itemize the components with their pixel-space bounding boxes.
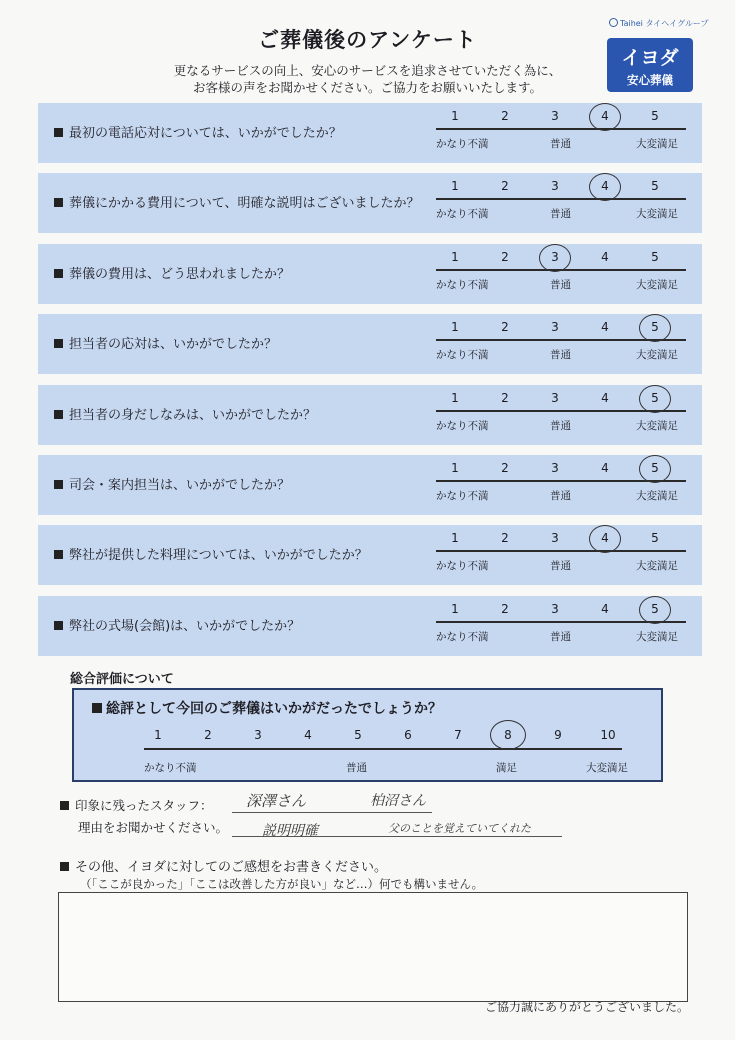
handwritten-reason-1: 説明明確	[262, 823, 318, 839]
overall-option-2[interactable]: 2	[204, 728, 212, 742]
question-text	[54, 333, 277, 352]
overall-option-7[interactable]: 7	[454, 728, 462, 742]
scale-label-mid: 普通	[550, 278, 571, 291]
rating-option-3[interactable]: 3	[551, 109, 559, 123]
scale-label-low: かなり不満	[436, 349, 489, 362]
rating-option-1[interactable]: 1	[451, 601, 459, 616]
comment-box[interactable]	[58, 892, 688, 1002]
other-heading-text: その他、イヨダに対してのご感想をお書きください。	[75, 860, 388, 875]
scale-label-high: 大変満足	[636, 278, 678, 291]
scale-label-low: かなり不満	[436, 630, 489, 643]
rating-option-3[interactable]: 3	[551, 461, 559, 475]
overall-rating-box	[72, 688, 663, 782]
question-row	[38, 596, 702, 656]
rating-option-4[interactable]: 4	[601, 461, 609, 475]
question-row	[38, 103, 702, 163]
bullet-square-icon	[92, 703, 102, 713]
brand-name: イヨダ	[621, 47, 679, 69]
rating-option-4[interactable]: 4	[601, 531, 609, 546]
rating-option-3[interactable]: 3	[551, 249, 559, 264]
rating-option-3[interactable]: 3	[551, 179, 559, 194]
rating-option-2[interactable]: 2	[501, 320, 509, 335]
scale-label-low: かなり不満	[436, 278, 489, 291]
question-row	[38, 455, 702, 515]
selected-answer-circle	[589, 103, 621, 131]
question-label: 葬儀にかかる費用について、明確な説明はございましたか？	[69, 196, 420, 212]
rating-option-2[interactable]: 2	[501, 601, 509, 616]
scale-label-high: 大変満足	[636, 208, 678, 221]
brand-group-mark	[609, 18, 709, 29]
bullet-square-icon	[54, 410, 63, 419]
intro-line-2: お客様の声をお聞かせください。ご協力をお願いいたします。	[192, 80, 542, 95]
overall-option-9[interactable]: 9	[554, 728, 562, 742]
rating-option-2[interactable]: 2	[501, 390, 509, 405]
question-row	[38, 385, 702, 445]
scale-label-low: かなり不満	[436, 138, 489, 150]
question-text	[54, 474, 290, 493]
scale-label-high: 大変満足	[636, 349, 678, 362]
scale-label-mid: 普通	[550, 138, 571, 150]
brand-sub: 安心葬儀	[627, 73, 673, 87]
bullet-square-icon	[54, 128, 63, 137]
rating-option-5[interactable]: 5	[651, 320, 659, 335]
question-text	[54, 122, 342, 141]
selected-answer-circle	[639, 455, 671, 483]
bullet-square-icon	[54, 269, 63, 278]
brand-logo	[607, 38, 693, 92]
handwritten-reason-2: 父のことを覚えていてくれた	[388, 822, 531, 835]
question-label: 司会・案内担当は、いかがでしたか？	[69, 478, 291, 493]
bullet-square-icon	[54, 480, 63, 489]
question-text	[54, 192, 419, 211]
overall-option-8[interactable]: 8	[504, 728, 512, 742]
other-heading	[60, 856, 387, 875]
brand-logo-icon	[609, 18, 618, 27]
rating-option-4[interactable]: 4	[601, 390, 609, 405]
page-title: ご葬儀後のアンケート	[258, 28, 477, 52]
rating-option-1[interactable]: 1	[451, 320, 459, 335]
handwritten-staff-1: 深澤さん	[246, 792, 307, 810]
scale-label-mid: 普通	[550, 349, 571, 362]
scale-label-high: 大変満足	[636, 490, 678, 502]
scale-label-mid: 普通	[550, 630, 571, 643]
rating-option-1[interactable]: 1	[451, 109, 459, 123]
scale-label-high: 大変満足	[636, 138, 678, 150]
rating-option-3[interactable]: 3	[551, 531, 559, 546]
rating-option-2[interactable]: 2	[501, 109, 509, 123]
overall-heading: 総合評価について	[70, 672, 174, 687]
question-row	[38, 173, 702, 233]
rating-option-3[interactable]: 3	[551, 390, 559, 405]
rating-option-5[interactable]: 5	[651, 249, 659, 264]
rating-option-1[interactable]: 1	[451, 531, 459, 546]
question-row	[38, 314, 702, 374]
rating-option-4[interactable]: 4	[601, 179, 609, 194]
rating-scale-line	[436, 550, 686, 552]
overall-option-10[interactable]: 10	[600, 728, 616, 742]
bullet-square-icon	[54, 339, 63, 348]
staff-label-row	[60, 796, 213, 814]
overall-selected-circle	[490, 720, 526, 750]
other-subtext: （「ここが良かった」「ここは改善した方が良い」など…）何でも構いません。	[80, 877, 484, 891]
rating-option-2[interactable]: 2	[501, 461, 509, 475]
bullet-square-icon	[60, 862, 69, 871]
overall-scale-line	[144, 748, 622, 750]
rating-option-5[interactable]: 5	[651, 531, 659, 546]
rating-option-5[interactable]: 5	[651, 109, 659, 123]
overall-label-satisfied: 満足	[496, 762, 517, 774]
scale-label-mid: 普通	[550, 560, 571, 573]
scale-label-mid: 普通	[550, 208, 571, 221]
rating-option-4[interactable]: 4	[601, 249, 609, 264]
rating-option-1[interactable]: 1	[451, 390, 459, 405]
selected-answer-circle	[639, 596, 671, 624]
overall-option-4[interactable]: 4	[304, 728, 312, 742]
rating-option-3[interactable]: 3	[551, 601, 559, 616]
scale-label-mid: 普通	[550, 490, 571, 502]
rating-option-5[interactable]: 5	[651, 461, 659, 475]
handwritten-staff-2: 柏沼さん	[370, 793, 426, 809]
overall-option-6[interactable]: 6	[404, 728, 412, 742]
bullet-square-icon	[60, 801, 69, 810]
selected-answer-circle	[589, 525, 621, 553]
scale-label-low: かなり不満	[436, 560, 489, 573]
question-text	[54, 615, 300, 634]
overall-question-text: 総評として今回のご葬儀はいかがだったでしょうか？	[106, 701, 442, 717]
scale-label-mid: 普通	[550, 419, 571, 432]
reason-label: 理由をお聞かせください。	[78, 820, 229, 835]
scale-label-low: かなり不満	[436, 490, 489, 502]
question-row	[38, 525, 702, 585]
overall-option-1[interactable]: 1	[154, 728, 162, 742]
question-text	[54, 404, 316, 423]
rating-scale-line	[436, 198, 686, 200]
overall-option-3[interactable]: 3	[254, 728, 262, 742]
scale-label-low: かなり不満	[436, 419, 489, 432]
rating-option-2[interactable]: 2	[501, 249, 509, 264]
rating-option-4[interactable]: 4	[601, 320, 609, 335]
staff-underline	[232, 812, 432, 813]
question-label: 弊社が提供した料理については、いかがでしたか？	[69, 548, 368, 564]
scale-label-high: 大変満足	[636, 560, 678, 573]
question-label: 最初の電話応対については、いかがでしたか？	[69, 126, 342, 141]
brand-group-text: Taihei タイヘイグループ	[620, 19, 709, 28]
bullet-square-icon	[54, 621, 63, 630]
selected-answer-circle	[639, 385, 671, 413]
footer-thanks: ご協力誠にありがとうございました。	[484, 1000, 689, 1014]
rating-option-4[interactable]: 4	[601, 109, 609, 123]
rating-option-5[interactable]: 5	[651, 390, 659, 405]
scale-label-high: 大変満足	[636, 630, 678, 643]
overall-label-low: かなり不満	[144, 762, 197, 774]
rating-option-1[interactable]: 1	[451, 461, 459, 475]
selected-answer-circle	[639, 314, 671, 342]
question-row	[38, 244, 702, 304]
rating-option-5[interactable]: 5	[651, 601, 659, 616]
question-label: 葬儀の費用は、どう思われましたか？	[69, 266, 291, 282]
rating-option-2[interactable]: 2	[501, 179, 509, 194]
overall-label-high: 大変満足	[586, 762, 628, 774]
staff-label: 印象に残ったスタッフ：	[75, 798, 213, 813]
rating-option-1[interactable]: 1	[451, 249, 459, 264]
question-label: 担当者の身だしなみは、いかがでしたか？	[69, 407, 317, 423]
overall-label-mid: 普通	[346, 762, 367, 774]
rating-scale-line	[436, 128, 686, 130]
overall-question	[92, 698, 442, 718]
rating-option-3[interactable]: 3	[551, 320, 559, 335]
question-label: 担当者の応対は、いかがでしたか？	[69, 337, 278, 353]
bullet-square-icon	[54, 550, 63, 559]
question-text	[54, 544, 368, 563]
scale-label-low: かなり不満	[436, 208, 489, 221]
rating-option-1[interactable]: 1	[451, 179, 459, 194]
rating-option-5[interactable]: 5	[651, 179, 659, 194]
bullet-square-icon	[54, 198, 63, 207]
overall-option-5[interactable]: 5	[354, 728, 362, 742]
selected-answer-circle	[539, 244, 571, 272]
scale-label-high: 大変満足	[636, 419, 678, 432]
question-text	[54, 263, 290, 282]
question-label: 弊社の式場(会館)は、いかがでしたか？	[69, 618, 301, 634]
rating-option-2[interactable]: 2	[501, 531, 509, 546]
rating-option-4[interactable]: 4	[601, 601, 609, 616]
selected-answer-circle	[589, 173, 621, 201]
intro-line-1: 更なるサービスの向上、安心のサービスを追求させていただく為に、	[173, 63, 562, 78]
